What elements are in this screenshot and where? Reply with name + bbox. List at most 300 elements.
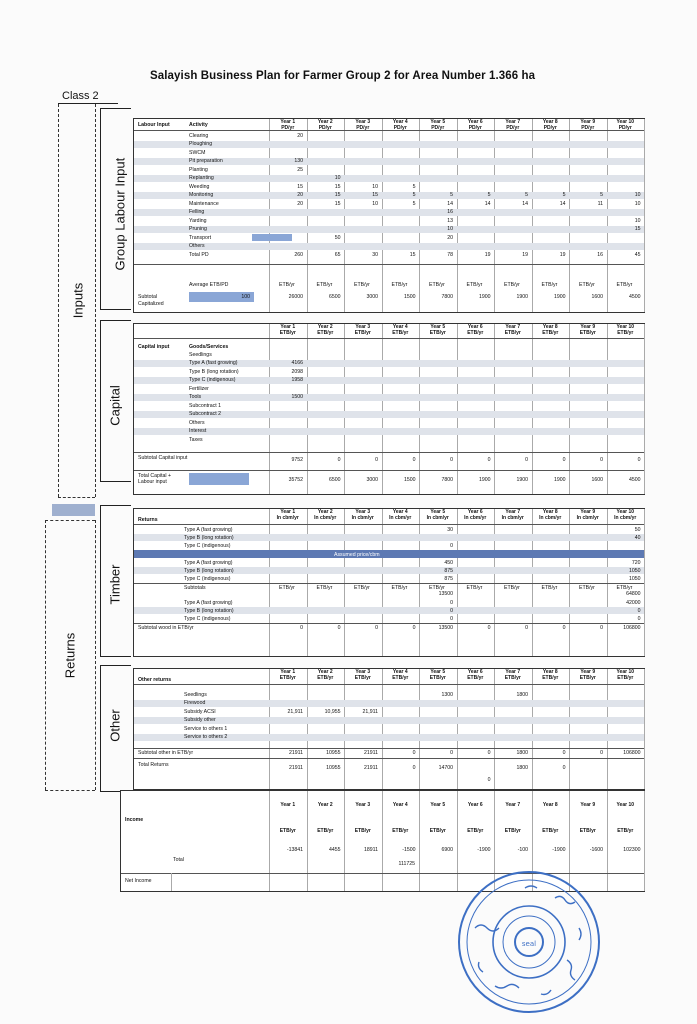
wood-subtotal: 0 (375, 625, 378, 631)
labour-subtotal: 1600 (591, 294, 603, 300)
capital-value: 1500 (291, 394, 303, 400)
capital-subtotal-label: Subtotal Capital input (138, 455, 188, 461)
capital-item-label: Seedlings (189, 351, 212, 358)
income-year-header: Year 1 (280, 802, 296, 808)
labour-value: 11 (597, 200, 603, 207)
labour-value: 16 (447, 209, 453, 215)
wood-subtotal: 0 (487, 625, 491, 631)
other-subtotal: 10955 (326, 750, 341, 756)
other-item-label: Subsidy ACSI (184, 708, 216, 715)
timber-subtotal-label: Subtotals (184, 585, 206, 591)
timber-value: 0 (637, 615, 641, 622)
capital-subtotal: 0 (450, 457, 453, 463)
column-divider (644, 119, 645, 312)
income-year-header: Year 3 (355, 802, 371, 808)
subtotal-unit: ETB/yr (391, 585, 408, 591)
avg-rule (134, 264, 644, 265)
year-header (269, 670, 307, 681)
labour-value: 50 (334, 234, 341, 241)
labour-value: 5 (525, 192, 528, 198)
column-divider (532, 324, 533, 494)
year-label: Year 8 (542, 509, 558, 515)
unit-label: In cbm/yr (614, 514, 637, 521)
value-type-label: Type B (long rotation) (184, 607, 234, 614)
income-year-header: Year 2 (317, 802, 333, 808)
unit-label: ETB/yr (467, 674, 484, 681)
unit-label: ETB/yr (579, 674, 596, 681)
income-value: -13841 (286, 847, 303, 853)
goods-header: Goods/Services (189, 344, 229, 350)
income-unit: ETB/yr (617, 828, 634, 834)
other-value: 1300 (441, 691, 453, 698)
year-label: Year 9 (580, 509, 596, 515)
activity-label: Weeding (189, 183, 210, 190)
timber-subtotal: 64800 (626, 591, 641, 597)
price-type-label: Type A (fast growing) (184, 559, 233, 566)
year-header (307, 510, 345, 521)
year-label: Year 10 (616, 509, 635, 515)
timber-table (133, 508, 645, 657)
avg-unit: ETB/yr (616, 282, 633, 288)
total-rule (134, 758, 644, 759)
labour-value: 10 (634, 200, 641, 207)
divider-block (52, 504, 95, 516)
year-label: Year 4 (392, 509, 408, 515)
capital-row (134, 385, 644, 392)
returns-frame-bottom (45, 790, 95, 791)
labour-value: 5 (412, 200, 416, 207)
labour-value: 20 (447, 234, 453, 241)
labour-subtotal: 1500 (403, 294, 416, 300)
other-subtotal: 21911 (363, 750, 378, 756)
labour-value: 10 (634, 217, 641, 224)
column-divider (494, 119, 495, 312)
activity-label: Transport (189, 234, 212, 241)
income-value: -1600 (589, 847, 603, 853)
income-unit: ETB/yr (429, 828, 446, 834)
labour-row (134, 243, 644, 250)
unit-label: PD/yr (281, 124, 295, 131)
subtotal-unit: ETB/yr (541, 585, 558, 591)
other-subtotal: 1800 (516, 750, 528, 756)
column-divider (269, 119, 270, 312)
year-header (419, 325, 457, 336)
unit-label: ETB/yr (354, 674, 371, 681)
year-header (494, 670, 532, 681)
total-returns: 1800 (516, 765, 528, 771)
avg-unit: ETB/yr (391, 282, 408, 288)
avg-unit: ETB/yr (316, 282, 333, 288)
year-label: Year 1 (280, 669, 296, 675)
labour-value: 14 (522, 200, 528, 207)
other-value: 21,911 (287, 708, 303, 715)
income-value: 18911 (363, 847, 378, 853)
year-header (307, 670, 345, 681)
year-label: Year 3 (355, 669, 371, 675)
labour-value: 5 (412, 183, 416, 190)
labour-value: 14 (484, 200, 491, 207)
column-divider (607, 324, 608, 494)
capital-item-label: Interest (189, 428, 207, 434)
unit-label: PD/yr (468, 124, 482, 131)
year-label: Year 2 (317, 324, 333, 330)
activity-label: Others (189, 243, 205, 249)
column-divider (457, 324, 458, 494)
unit-label: PD/yr (318, 124, 332, 131)
wood-subtotal: 0 (562, 625, 566, 631)
avg-unit: ETB/yr (429, 282, 445, 288)
total-capital-box (189, 473, 249, 485)
labour-subtotal: 1900 (478, 294, 491, 300)
column-divider (419, 119, 420, 312)
value-type-label: Type C (indigenous) (184, 615, 231, 622)
returns-frame-left (45, 520, 46, 790)
wood-subtotal: 0 (525, 625, 528, 631)
avg-value: 100 (241, 294, 250, 300)
year-header (382, 510, 420, 521)
year-header (494, 325, 532, 336)
wood-subtotal: 0 (337, 625, 341, 631)
labour-row (134, 226, 644, 233)
timber-value: 0 (450, 599, 453, 606)
labour-value: 20 (297, 200, 303, 207)
labour-value: 20 (297, 192, 303, 198)
activity-label: Pruning (189, 226, 207, 232)
year-header (532, 670, 570, 681)
year-label: Year 6 (467, 324, 483, 330)
unit-label: ETB/yr (542, 674, 559, 681)
capital-total: 3000 (366, 477, 378, 483)
other-subtotal: 0 (487, 750, 491, 756)
other-subtotal: 21911 (288, 750, 303, 756)
assumed-price-label: Assumed price/cbm (334, 551, 380, 558)
inputs-frame-left (58, 104, 59, 497)
labour-input-header: Labour Input (138, 122, 170, 128)
wood-subtotal: 13500 (438, 625, 453, 631)
year-header (532, 510, 570, 521)
labour-value: 5 (487, 192, 491, 198)
other-value: 1800 (516, 691, 528, 698)
timber-value: 42000 (626, 599, 641, 606)
year-header (569, 510, 607, 521)
unit-label: In cbm/yr (464, 514, 487, 521)
income-total: 111725 (398, 861, 415, 867)
capital-subtotal: 0 (562, 457, 566, 463)
labour-value: 30 (372, 251, 378, 258)
year-label: Year 6 (467, 669, 483, 675)
capital-value: 4166 (291, 360, 303, 366)
unit-label: PD/yr (581, 124, 595, 131)
timber-side-label: Timber (107, 564, 123, 605)
year-header (607, 510, 645, 521)
other-item-label: Seedlings (184, 691, 207, 698)
capital-total: 4500 (628, 477, 641, 483)
year-label: Year 1 (280, 119, 296, 125)
capital-row (134, 436, 644, 443)
header-rule (134, 130, 644, 131)
year-header (457, 325, 495, 336)
returns-side-label: Returns (62, 632, 78, 679)
total-returns: 21911 (363, 765, 378, 771)
capital-subtotal: 0 (337, 457, 341, 463)
income-year-header: Year 5 (430, 802, 446, 808)
labour-row (134, 209, 644, 216)
unit-label: In cbm/yr (501, 514, 524, 521)
labour-row (134, 166, 644, 173)
other-item-label: Subsidy other (184, 717, 216, 723)
wood-subtotal: 0 (600, 625, 603, 631)
year-header (382, 670, 420, 681)
year-header (344, 670, 382, 681)
column-divider (644, 324, 645, 494)
labour-subtotal: 6500 (328, 294, 341, 300)
income-label: Income (125, 817, 144, 823)
column-divider (269, 324, 270, 494)
subtotal-rule (134, 452, 644, 453)
year-label: Year 5 (430, 119, 446, 125)
capital-item-label: Tools (189, 394, 202, 400)
labour-value: 15 (634, 226, 641, 232)
page-title: Salayish Business Plan for Farmer Group 2 for Area Number 1.366 ha (150, 70, 536, 82)
official-seal-icon (455, 868, 603, 1016)
labour-value: 15 (334, 183, 341, 190)
timber-type-label: Type C (indigenous) (184, 542, 231, 549)
unit-label: PD/yr (543, 124, 557, 131)
capital-subtotal: 0 (487, 457, 491, 463)
income-value: 4455 (328, 847, 341, 853)
activity-label: SWCM (189, 149, 206, 156)
transport-highlight (252, 234, 292, 241)
year-header (532, 325, 570, 336)
labour-value: 10 (634, 192, 641, 198)
wood-subtotal: 106800 (623, 625, 641, 631)
unit-label: PD/yr (618, 124, 632, 131)
year-label: Year 9 (580, 669, 596, 675)
avg-unit: ETB/yr (354, 282, 370, 288)
timber-price: 450 (444, 559, 453, 566)
avg-unit: ETB/yr (579, 282, 595, 288)
capital-row (134, 428, 644, 435)
income-value: -100 (517, 847, 528, 853)
income-unit: ETB/yr (317, 828, 334, 834)
other-subtotal-label: Subtotal other in ETB/yr (138, 750, 194, 756)
other-returns-header: Other returns (138, 677, 172, 683)
income-year-header: Year 4 (392, 802, 408, 808)
year-header (419, 510, 457, 521)
year-header (607, 670, 645, 681)
capital-item-label: Type C (indigenous) (189, 377, 236, 383)
avg-unit: ETB/yr (541, 282, 558, 288)
activity-label: Planting (189, 166, 208, 173)
subtotal-rule (134, 748, 644, 749)
subtotal-unit: ETB/yr (354, 585, 370, 591)
timber-price: 720 (631, 559, 641, 566)
other-item-label: Firewood (184, 700, 206, 706)
column-divider (382, 324, 383, 494)
labour-subtotal: 26000 (288, 294, 303, 300)
year-label: Year 9 (580, 324, 596, 330)
value-type-label: Type A (fast growing) (184, 599, 233, 606)
net-income-label: Net Income (125, 878, 152, 884)
labour-value: 10 (372, 183, 378, 190)
unit-label: ETB/yr (279, 329, 296, 336)
unit-label: ETB/yr (579, 329, 596, 336)
capital-item-label: Others (189, 419, 205, 426)
unit-label: In cbm/yr (351, 514, 374, 521)
activity-header: Activity (189, 122, 208, 128)
unit-label: ETB/yr (617, 329, 634, 336)
year-label: Year 6 (467, 119, 483, 125)
inputs-side-label: Inputs (70, 282, 86, 319)
total-returns-label: Total Returns (138, 762, 169, 768)
unit-label: PD/yr (506, 124, 520, 131)
year-header (307, 325, 345, 336)
year-header (569, 325, 607, 336)
column-divider (644, 509, 645, 656)
timber-subtotal: 13500 (438, 591, 453, 597)
income-unit: ETB/yr (354, 828, 371, 834)
labour-value: 25 (297, 166, 303, 173)
activity-label: Replanting (189, 175, 214, 181)
labour-value: 15 (409, 251, 416, 258)
extra-value: 0 (487, 777, 491, 783)
subtotal-unit: ETB/yr (504, 585, 520, 591)
labour-value: 14 (447, 200, 453, 207)
capital-item-label: Taxes (189, 436, 203, 443)
column-divider (532, 119, 533, 312)
income-unit: ETB/yr (467, 828, 484, 834)
class-label: Class 2 (62, 90, 99, 102)
unit-label: PD/yr (431, 124, 445, 131)
other-subtotal: 0 (600, 750, 603, 756)
capital-row (134, 394, 644, 401)
labour-side-label: Group Labour Input (112, 157, 128, 271)
capital-total: 35752 (288, 477, 303, 483)
year-label: Year 1 (280, 509, 296, 515)
year-label: Year 3 (355, 324, 371, 330)
capital-item-label: Subcontract 1 (189, 402, 222, 409)
year-label: Year 5 (430, 509, 446, 515)
unit-label: In cbm/yr (276, 514, 299, 521)
other-side-label: Other (107, 709, 123, 742)
other-item-label: Service to others 2 (184, 734, 228, 740)
capital-value: 1958 (291, 377, 303, 383)
labour-value: 19 (484, 251, 491, 258)
wood-subtotal: 0 (300, 625, 303, 631)
capital-total: 1900 (478, 477, 491, 483)
year-header (494, 510, 532, 521)
subtotal-rule (134, 583, 644, 584)
income-unit: ETB/yr (392, 828, 409, 834)
year-label: Year 1 (280, 324, 296, 330)
labour-value: 5 (600, 192, 603, 198)
other-row (134, 691, 644, 698)
total-returns: 21911 (288, 765, 303, 771)
year-label: Year 4 (392, 324, 408, 330)
column-divider (644, 791, 645, 891)
year-label: Year 2 (317, 509, 333, 515)
timber-price: 875 (444, 575, 453, 582)
year-label: Year 7 (505, 324, 521, 330)
unit-label: In cbm/yr (576, 514, 599, 521)
total-returns: 0 (562, 765, 566, 771)
net-divider (171, 873, 172, 891)
svg-text:seal: seal (521, 940, 537, 948)
year-label: Year 5 (430, 669, 446, 675)
capital-input-header: Capital input (138, 344, 170, 350)
header-rule (134, 684, 644, 685)
labour-value: 78 (447, 251, 453, 258)
capital-total: 1900 (516, 477, 528, 483)
labour-subtotal: 1900 (516, 294, 528, 300)
year-header (607, 325, 645, 336)
activity-label: Clearing (189, 132, 209, 139)
column-divider (644, 669, 645, 789)
year-header (344, 325, 382, 336)
unit-label: ETB/yr (392, 329, 409, 336)
year-label: Year 8 (542, 669, 558, 675)
other-subtotal: 0 (412, 750, 416, 756)
income-value: -1500 (402, 847, 416, 853)
labour-row (134, 132, 644, 139)
unit-label: PD/yr (356, 124, 370, 131)
year-header (419, 670, 457, 681)
labour-value: 10 (447, 226, 453, 232)
subtotal-unit: ETB/yr (279, 585, 295, 591)
year-label: Year 7 (505, 509, 521, 515)
timber-type-label: Type A (fast growing) (184, 526, 233, 533)
labour-value: 15 (334, 200, 341, 207)
income-value: -1900 (477, 847, 491, 853)
year-label: Year 10 (616, 119, 635, 125)
timber-value: 0 (450, 615, 453, 622)
year-label: Year 10 (616, 669, 635, 675)
capital-item-label: Type A (fast growing) (189, 360, 238, 366)
unit-label: In cbm/yr (539, 514, 562, 521)
header-rule (134, 524, 644, 525)
labour-value: 13 (447, 217, 453, 224)
unit-label: ETB/yr (617, 674, 634, 681)
year-label: Year 7 (505, 119, 521, 125)
income-year-header: Year 8 (542, 802, 558, 808)
unit-label: ETB/yr (504, 329, 521, 336)
capitalized-label: Capitalized (138, 301, 164, 307)
subtotal-unit: ETB/yr (579, 585, 595, 591)
timber-value: 0 (637, 607, 641, 614)
labour-value: 10 (372, 200, 378, 207)
labour-subtotal: 1900 (553, 294, 566, 300)
labour-value: 65 (334, 251, 341, 258)
income-year-header: Year 6 (467, 802, 483, 808)
capital-subtotal: 9752 (291, 457, 303, 463)
labour-value: 45 (634, 251, 641, 258)
other-subtotal: 106800 (623, 750, 641, 756)
other-value: 10,955 (324, 708, 341, 715)
income-unit: ETB/yr (279, 828, 296, 834)
labour-subtotal: 4500 (628, 294, 641, 300)
header-rule (134, 338, 644, 339)
labour-value: 5 (412, 192, 416, 198)
returns-frame-top (45, 520, 95, 521)
assumed-price-band (134, 550, 644, 558)
unit-label: In cbm/yr (389, 514, 412, 521)
returns-header: Returns (138, 517, 158, 523)
activity-label: Monitoring (189, 192, 214, 198)
timber-volume: 50 (634, 526, 641, 533)
capital-total: 7800 (441, 477, 453, 483)
capital-total: 1900 (553, 477, 566, 483)
column-divider (307, 324, 308, 494)
